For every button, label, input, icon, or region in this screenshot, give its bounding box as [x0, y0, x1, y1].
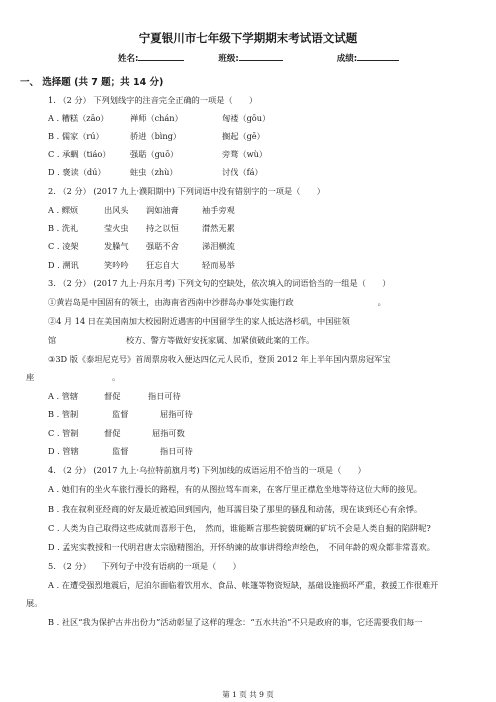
q1-d-2: 蛀虫（zhù）	[130, 167, 178, 177]
q1-option-b	[48, 131, 265, 142]
q1-stem: 1. （2 分） 下列划线字的注音完全正确的一项是（ ）	[48, 95, 258, 105]
q3-s1-text: ①黄岩岛是中国固有的领土，由海南省西南中沙群岛办事处实施行政	[48, 297, 294, 307]
q1-a-2: 禅师（chán）	[130, 113, 183, 123]
q3-b-2: 监督	[112, 409, 129, 419]
q3-c-2: 督促	[104, 428, 121, 438]
section-heading: 一、 选择题 (共 7 题；共 14 分)	[20, 77, 164, 88]
q2-option-b	[48, 223, 235, 234]
q3-s2-guan: 馆	[48, 335, 57, 345]
q3-a-2: 督促	[104, 391, 121, 401]
q4-stem: 4. （2 分） (2017 九上·乌拉特前旗月考) 下列加线的成语运用不恰当的一项是（ ）	[48, 465, 366, 475]
q4-option-b: B . 我在叙利亚经商的好友最近被追回到国内，他耳濡目染了那里的骚乱和动荡，现在谈到还心有余悸。	[48, 504, 423, 514]
q2-b-2: 莹火虫	[104, 223, 129, 233]
q1-d-3: 讨伐（fá）	[222, 167, 263, 177]
q2-option-c	[48, 241, 235, 252]
q3-d-3: 指日可待	[160, 446, 193, 456]
q2-c-2: 发臊气	[104, 241, 129, 251]
q2-stem: 2. （2 分） (2017 九上·濮阳期中) 下列词语中没有错别字的一项是（ ）	[48, 186, 325, 196]
score-label: 成绩:	[336, 54, 358, 64]
q2-d-4: 轻而易举	[202, 260, 235, 270]
q1-b-1: B . 儒家（rú）	[48, 131, 104, 141]
q2-d-2: 笑吟吟	[104, 260, 129, 270]
q1-a-3: 匈褛（gōu）	[222, 113, 271, 123]
q3-sentence-2b	[48, 335, 314, 346]
q3-sentence-3a: ③3D 版《泰坦尼克号》首周票房收入便达四亿元人民币，登顶 2012 年上半年国内票房冠军宝	[48, 354, 391, 364]
q3-option-b	[48, 409, 193, 420]
q2-b-1: B . 洗礼	[48, 223, 79, 233]
q5-option-a-line2: 展。	[26, 598, 43, 608]
q1-c-2: 强聒（guō）	[130, 149, 179, 159]
q3-d-2: 监督	[112, 446, 129, 456]
q2-b-4: 潸然无累	[202, 223, 235, 233]
q2-option-d	[48, 260, 235, 271]
q3-a-3: 指日可待	[148, 391, 181, 401]
q3-s1-end: 。	[377, 297, 386, 307]
q5-option-a-line1: A . 在遭受强烈地震后，尼泊尔面临着饮用水、食品、帐篷等物资短缺，基础设施损坏严重，救援工作很难开	[48, 580, 439, 590]
name-label: 姓名:	[118, 54, 139, 64]
q2-c-4: 涕泪横流	[202, 241, 235, 251]
q2-b-3: 持之以恒	[146, 223, 179, 233]
q3-s3-zuo: 座	[26, 372, 35, 382]
q1-a-1: A . 糟糕（zāo）	[48, 113, 109, 123]
q3-sentence-1	[48, 297, 386, 308]
q1-option-a	[48, 113, 270, 124]
q5-stem: 5. （2 分） 下列句子中没有语病的一项是（ ）	[48, 561, 241, 571]
q2-d-3: 狂忘自大	[146, 260, 179, 270]
q4-option-d: D . 孟宪实教授和一代明君唐太宗励精图治，开怀纳谏的故事讲得绘声绘色， 不同年龄的观众都非常喜欢。	[48, 542, 435, 552]
q1-option-d	[48, 167, 263, 178]
q1-b-3: 搁起（gē）	[222, 131, 265, 141]
q4-option-c: C . 人类为自己取得这些成就而喜形于色， 然而，谁能断言那些貌藐斑斓的矿坑不会是人类自掘的陷阱呢?	[48, 523, 431, 533]
q1-b-2: 骄进（bìng）	[130, 131, 182, 141]
name-blank[interactable]	[138, 52, 184, 61]
q2-a-1: A . 鳏烦	[48, 205, 79, 215]
page-title: 宁夏银川市七年级下学期期末考试语文试题	[138, 31, 358, 45]
q3-a-1: A . 管辖	[48, 391, 79, 401]
q3-stem: 3. （2 分） (2017 九上·丹东月考) 下列文句的空缺处，依次填入的词语恰当的一组是（ ）	[48, 278, 391, 288]
q1-d-1: D . 褒读（dú）	[48, 167, 106, 177]
page-footer: 第 1 页 共 9 页	[222, 690, 274, 699]
q3-b-1: B . 管制	[48, 409, 79, 419]
q3-c-3: 屈指可数	[152, 428, 185, 438]
q3-option-c	[48, 428, 185, 439]
q3-s2-rest: 校方、警方等做好安抚家属、加紧侦破此案的工作。	[126, 335, 315, 345]
q3-sentence-3b	[26, 372, 120, 383]
q2-option-a	[48, 205, 235, 216]
q2-a-4: 袖手旁观	[202, 205, 235, 215]
q3-d-1: D . 管辖	[48, 446, 79, 456]
q3-sentence-2a: ②4 月 14 日在美国南加大校园附近遇害的中国留学生的家人抵达洛杉矶，中国驻领	[48, 316, 350, 326]
class-label: 班级:	[218, 54, 239, 64]
q3-option-a	[48, 391, 181, 402]
q3-b-3: 屈指可待	[160, 409, 193, 419]
score-blank[interactable]	[357, 52, 399, 61]
q3-c-1: C . 管制	[48, 428, 79, 438]
q2-a-3: 润如油膏	[146, 205, 179, 215]
student-info-row	[118, 52, 399, 64]
class-blank[interactable]	[239, 52, 283, 61]
q1-c-3: 旁骛（wù）	[222, 149, 268, 159]
q5-option-b-line1: B . 社区“我为保护古井出份力”活动彰显了这样的理念：“五水共治”不只是政府的事，它还需要我们每一	[48, 617, 423, 627]
q2-a-2: 出风头	[104, 205, 129, 215]
q4-option-a: A . 她们有的坐火车旅行漫长的路程，有的从图拉驾车而来，在客厅里正襟危坐地等待这位大师的接见。	[48, 484, 422, 494]
q3-option-d	[48, 446, 193, 457]
q2-c-3: 强聒不舍	[146, 241, 179, 251]
q2-d-1: D . 溯讯	[48, 260, 79, 270]
q1-c-1: C . 承蜩（tiáo）	[48, 149, 111, 159]
q2-c-1: C . 凌架	[48, 241, 79, 251]
q1-option-c	[48, 149, 267, 160]
q3-s3-end: 。	[112, 372, 121, 382]
